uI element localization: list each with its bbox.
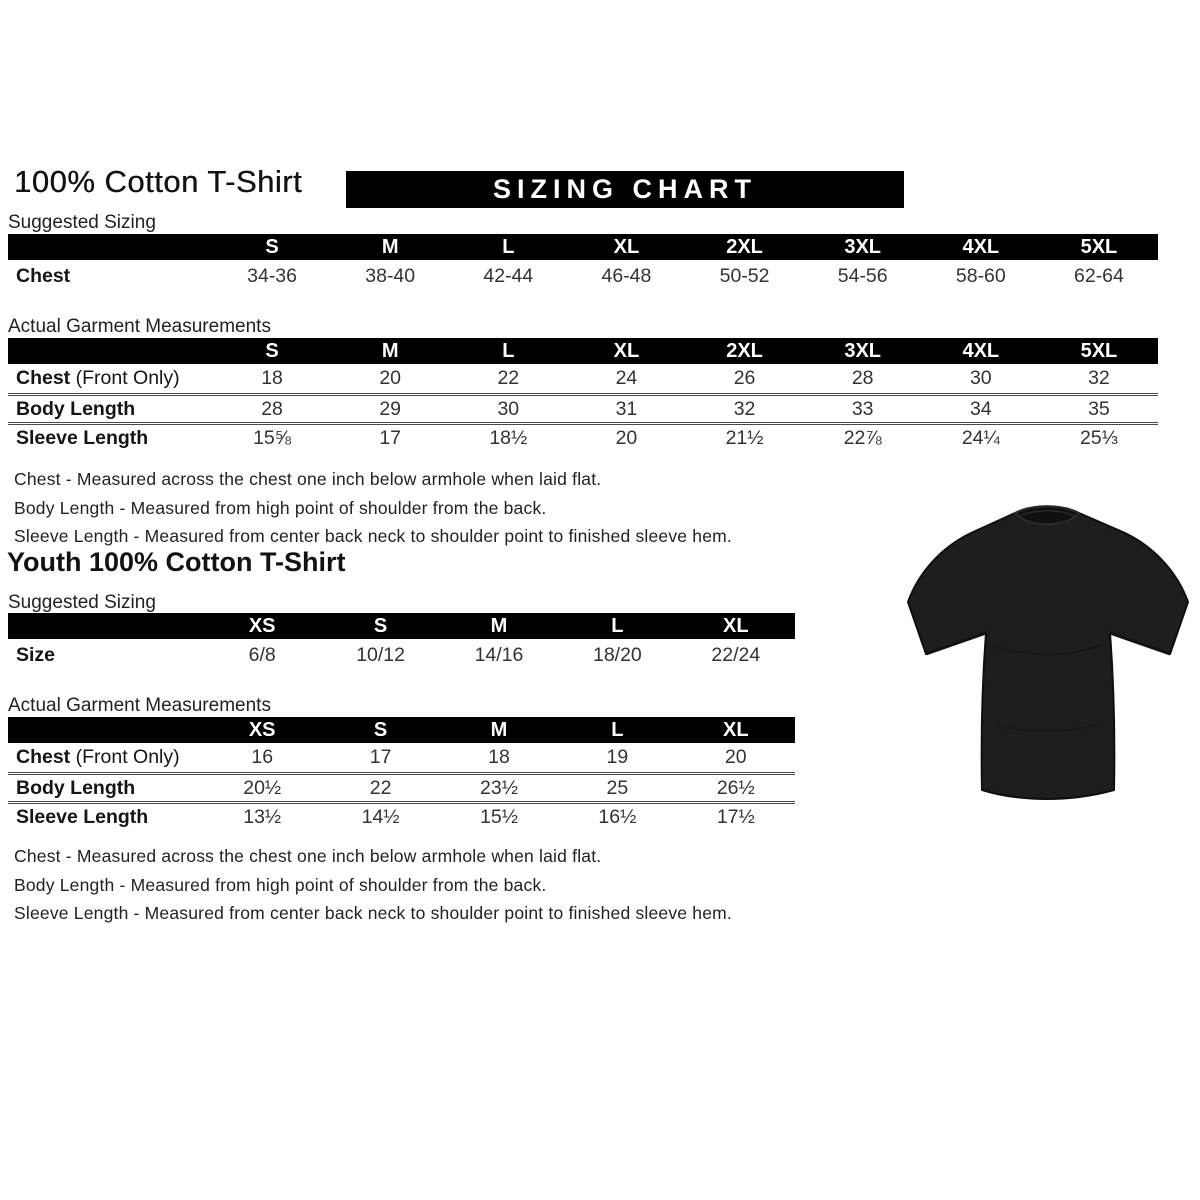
cell: 30: [497, 397, 520, 420]
cell: 21½: [725, 426, 764, 449]
cell: 22: [497, 367, 520, 389]
size-col-header: XS: [248, 614, 276, 637]
cell: 15½: [480, 805, 518, 828]
size-col-header: XS: [248, 718, 276, 741]
cell: 17: [369, 746, 392, 768]
corner-cell: [8, 338, 213, 364]
adult-measurement-notes: [14, 465, 732, 551]
table-row-size: [8, 639, 795, 671]
youth-suggested-header-row: [8, 613, 795, 639]
cell: 19: [606, 746, 629, 768]
size-col-header: XL: [723, 614, 749, 637]
row-label: Chest: [16, 264, 71, 287]
youth-section-title: Youth 100% Cotton T-Shirt: [7, 547, 346, 577]
youth-actual-header-row: [8, 717, 795, 743]
adult-actual-header-row: [8, 338, 1158, 364]
adult-suggested-header-row: [8, 234, 1158, 260]
table-row-chest: [8, 260, 1158, 292]
cell: 24: [615, 367, 638, 389]
youth-suggested-table: [8, 613, 795, 671]
cell: 50-52: [719, 264, 770, 287]
youth-suggested-sizing-label: Suggested Sizing: [8, 592, 156, 613]
cell: 17: [379, 426, 402, 449]
cell: 35: [1088, 397, 1110, 420]
size-col-header: XL: [613, 339, 640, 362]
size-col-header: L: [611, 718, 624, 741]
adult-actual-table: [8, 338, 1158, 451]
note-body-length: Body Length - Measured from high point of shoulder from the back.: [14, 874, 547, 895]
size-col-header: S: [373, 614, 388, 637]
size-col-header: M: [490, 614, 508, 637]
row-label: Body Length: [16, 776, 136, 799]
adult-actual-measurements-label: Actual Garment Measurements: [8, 316, 271, 337]
table-row-body-length: [8, 393, 1158, 422]
page-title: 100% Cotton T-Shirt: [14, 164, 303, 199]
adult-suggested-sizing-label: Suggested Sizing: [8, 212, 156, 233]
cell: 46-48: [601, 264, 652, 287]
cell: 26½: [716, 776, 755, 799]
cell: 22: [369, 776, 392, 799]
cell: 16½: [598, 805, 637, 828]
black-tshirt-icon: [893, 476, 1197, 804]
size-col-header: 4XL: [962, 339, 1000, 362]
sizing-chart-banner: [346, 171, 904, 208]
size-col-header: 2XL: [726, 235, 763, 258]
note-sleeve-length: Sleeve Length - Measured from center back neck to shoulder point to finished sleeve hem.: [14, 526, 732, 546]
cell: 58-60: [955, 264, 1006, 287]
table-row-chest: [8, 743, 795, 772]
size-col-header: M: [490, 718, 508, 741]
size-col-header: 5XL: [1080, 339, 1118, 362]
cell: 30: [969, 367, 992, 389]
corner-cell: [8, 234, 213, 260]
cell: 18½: [489, 426, 528, 449]
row-label: Chest (Front Only): [16, 367, 180, 389]
cell: 29: [379, 397, 402, 420]
cell: 34: [969, 397, 992, 420]
cell: 34-36: [247, 264, 297, 287]
cell: 18: [261, 367, 283, 389]
size-col-header: L: [611, 614, 624, 637]
youth-actual-table: [8, 717, 795, 830]
row-label: Sleeve Length: [16, 805, 149, 828]
cell: 54-56: [837, 264, 888, 287]
size-col-header: M: [381, 235, 399, 258]
note-chest: Chest - Measured across the chest one inch below armhole when laid flat.: [14, 846, 602, 866]
row-label: Body Length: [16, 397, 136, 420]
size-col-header: 2XL: [726, 339, 763, 362]
cell: 26: [733, 367, 756, 389]
size-col-header: S: [265, 235, 279, 258]
cell: 15⅝: [253, 426, 292, 449]
cell: 20: [379, 367, 402, 389]
row-label: Sleeve Length: [16, 426, 149, 449]
size-col-header: XL: [613, 235, 640, 258]
table-row-chest: [8, 364, 1158, 393]
note-sleeve-length: Sleeve Length - Measured from center back neck to shoulder point to finished sleeve hem.: [14, 903, 732, 923]
cell: 14/16: [474, 643, 524, 666]
size-col-header: S: [265, 339, 279, 362]
table-row-sleeve-length: [8, 801, 795, 830]
cell: 25: [606, 776, 629, 799]
cell: 14½: [361, 805, 400, 828]
note-body-length: Body Length - Measured from high point of shoulder from the back.: [14, 497, 547, 518]
cell: 32: [1088, 367, 1110, 389]
cell: 33: [851, 397, 874, 420]
table-row-sleeve-length: [8, 422, 1158, 451]
cell: 24¼: [961, 426, 1000, 449]
cell: 32: [733, 397, 756, 420]
cell: 17½: [716, 805, 755, 828]
tshirt-photo: [893, 476, 1197, 804]
cell: 10/12: [356, 643, 405, 666]
cell: 18: [488, 746, 510, 768]
cell: 16: [251, 746, 274, 768]
cell: 38-40: [365, 264, 416, 287]
size-col-header: M: [381, 339, 399, 362]
row-label: Chest (Front Only): [16, 746, 180, 768]
cell: 28: [261, 397, 283, 420]
youth-measurement-notes: [14, 842, 732, 928]
cell: 62-64: [1074, 264, 1124, 287]
size-col-header: L: [502, 235, 515, 258]
cell: 20: [615, 426, 638, 449]
corner-cell: [8, 717, 203, 743]
size-col-header: 3XL: [844, 235, 882, 258]
cell: 31: [615, 397, 638, 420]
note-chest: Chest - Measured across the chest one inch below armhole when laid flat.: [14, 469, 602, 489]
size-col-header: XL: [723, 718, 749, 741]
cell: 20½: [243, 776, 282, 799]
size-col-header: L: [502, 339, 515, 362]
size-col-header: 5XL: [1080, 235, 1118, 258]
sizing-chart-banner-label: SIZING CHART: [493, 174, 757, 204]
cell: 28: [851, 367, 874, 389]
cell: 23½: [480, 776, 518, 799]
row-label: Size: [16, 643, 56, 666]
size-col-header: 4XL: [962, 235, 1000, 258]
cell: 13½: [243, 805, 282, 828]
adult-suggested-table: [8, 234, 1158, 292]
cell: 20: [724, 746, 747, 768]
youth-actual-measurements-label: Actual Garment Measurements: [8, 695, 271, 716]
cell: 25⅓: [1079, 426, 1118, 449]
cell: 22⅞: [843, 426, 882, 449]
cell: 6/8: [248, 643, 276, 666]
size-col-header: 3XL: [844, 339, 882, 362]
corner-cell: [8, 613, 203, 639]
size-col-header: S: [373, 718, 388, 741]
table-row-body-length: [8, 772, 795, 801]
cell: 42-44: [483, 264, 534, 287]
cell: 22/24: [711, 643, 761, 666]
cell: 18/20: [592, 643, 642, 666]
